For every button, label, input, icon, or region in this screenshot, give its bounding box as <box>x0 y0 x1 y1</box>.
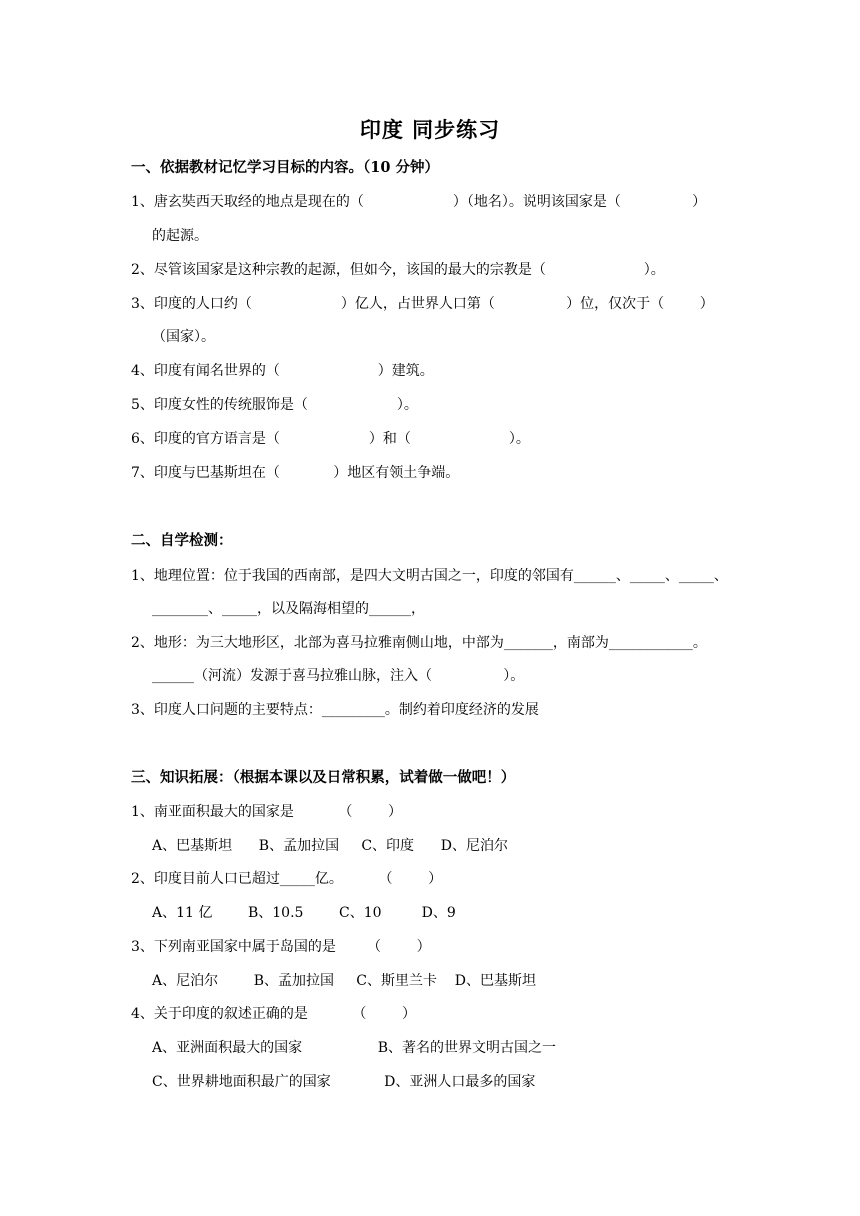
s1-q3-line1: 3、印度的人口约（ ）亿人，占世界人口第（ ）位，仅次于（ ） <box>131 296 714 312</box>
s3-q2-options: A、11 亿 B、10.5 C、10 D、9 <box>152 905 456 921</box>
s1-q3-line2: （国家）。 <box>152 329 215 345</box>
section1-heading: 一、依据教材记忆学习目标的内容。（10 分钟） <box>131 159 439 176</box>
s2-q1-line2: ________、_____，以及隔海相望的______， <box>152 601 425 617</box>
s3-q1: 1、南亚面积最大的国家是 （ ） <box>131 804 403 820</box>
s2-q2-line2: ______（河流）发源于喜马拉雅山脉，注入（ ）。 <box>152 668 525 684</box>
s2-q1-line1: 1、地理位置：位于我国的西南部，是四大文明古国之一，印度的邻国有______、_____、_____、 <box>131 568 728 584</box>
s1-q7: 7、印度与巴基斯坦在（ ）地区有领土争端。 <box>131 465 460 481</box>
section2-heading: 二、自学检测： <box>131 532 233 549</box>
s1-q1-line1: 1、唐玄奘西天取经的地点是现在的（ ）（地名）。说明该国家是（ ） <box>131 194 707 210</box>
s1-q6: 6、印度的官方语言是（ ）和（ ）。 <box>131 431 530 447</box>
s3-q4-options-cd: C、世界耕地面积最广的国家 D、亚洲人口最多的国家 <box>152 1074 536 1090</box>
s1-q2: 2、尽管该国家是这种宗教的起源，但如今，该国的最大的宗教是（ ）。 <box>131 262 665 278</box>
page-title: 印度 同步练习 <box>359 117 501 142</box>
s3-q4-options-ab: A、亚洲面积最大的国家 B、著名的世界文明古国之一 <box>152 1040 557 1056</box>
s1-q4: 4、印度有闻名世界的（ ）建筑。 <box>131 363 434 379</box>
s2-q2-line1: 2、地形：为三大地形区，北部为喜马拉雅南侧山地，中部为_______，南部为____________。 <box>131 635 707 651</box>
s3-q3-options: A、尼泊尔 B、孟加拉国 C、斯里兰卡 D、巴基斯坦 <box>152 973 536 989</box>
s3-q3: 3、下列南亚国家中属于岛国的是 （ ） <box>131 939 431 955</box>
s3-q4: 4、关于印度的叙述正确的是 （ ） <box>131 1006 417 1022</box>
s3-q2: 2、印度目前人口已超过_____亿。 （ ） <box>131 871 443 887</box>
s2-q3: 3、印度人口问题的主要特点：_________。制约着印度经济的发展 <box>131 702 539 718</box>
section3-heading: 三、知识拓展：（根据本课以及日常积累，试着做一做吧！） <box>131 769 516 786</box>
s1-q1-line2: 的起源。 <box>152 228 208 244</box>
s1-q5: 5、印度女性的传统服饰是（ ）。 <box>131 397 418 413</box>
s3-q1-options: A、巴基斯坦 B、孟加拉国 C、印度 D、尼泊尔 <box>152 838 508 854</box>
